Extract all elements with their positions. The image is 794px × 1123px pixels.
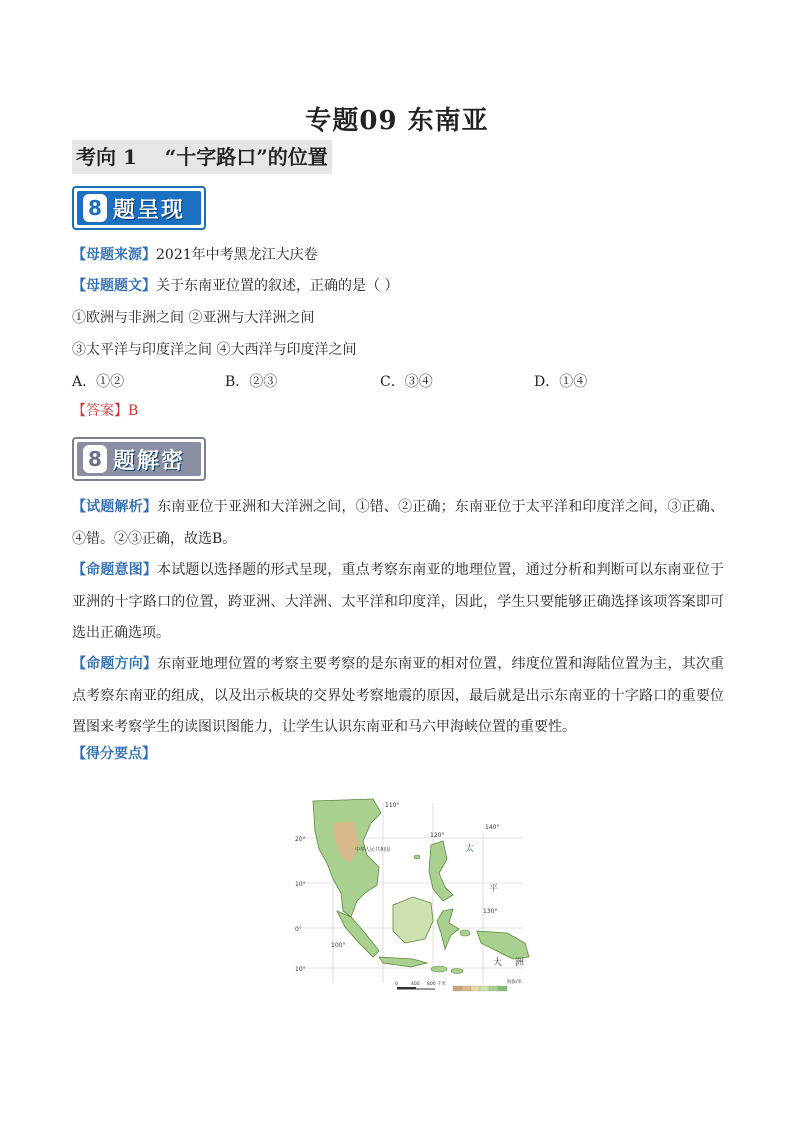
answer-line: 【答案】B [72,403,139,419]
lat-label: 10° [295,966,306,973]
svg-text:800 千米: 800 千米 [427,982,447,987]
lon-label: 130° [483,908,498,915]
source-line: 【母题来源】2021年中考黑龙江大庆卷 [72,247,318,263]
option-a: A．①② [72,374,125,390]
legend-swatch [471,986,480,991]
intent-paragraph: 【命题意图】本试题以选择题的形式呈现，重点考察东南亚的地理位置，通过分析和判断可以东南亚位于亚洲的十字路口的位置，跨亚洲、大洋洲、太平洋和印度洋，因此，学生只要能够正确选择该项答案即可选出正确选项。 [72,562,725,641]
lon-label: 110° [385,802,400,809]
southeast-asia-map [293,793,533,1001]
figure-eight-icon: 8 [83,194,107,222]
banner-text: 题呈现 [113,197,186,223]
question-banner [72,186,206,230]
lat-label: 0° [295,926,302,933]
analysis-paragraph: 【试题解析】东南亚位于亚洲和大洋洲之间，①错、②正确；东南亚位于太平洋和印度洋之间，③正确、④错。②③正确，故选B。 [72,499,725,547]
lon-label: 140° [485,824,500,831]
lat-label: 10° [295,881,306,888]
legend-swatch [453,986,462,991]
direction-paragraph: 【命题方向】东南亚地理位置的考察主要考察的是东南亚的相对位置，纬度位置和海陆位置为主，其次重点考察东南亚的组成，以及出示板块的交界处考察地震的原因，最后就是出示东南亚的十字路口的重要位置图来考察学生的读图识图能力，让学生认识东南亚和马六甲海峡位置的重要性。 [72,656,725,735]
lon-label: 100° [331,942,346,949]
option-c: C．③④ [380,374,433,390]
option-d: D．①④ [534,374,588,390]
legend-swatch [462,986,471,991]
map-svg [293,793,533,1001]
analysis-banner [72,437,206,481]
banner-text: 题解密 [113,448,186,474]
statement-1: ①欧洲与非洲之间 ②亚洲与大洋洲之间 [72,310,315,326]
keypoints-line: 【得分要点】 [72,746,156,762]
svg-text:0: 0 [395,982,398,987]
legend-swatch [498,986,507,991]
legend-swatch [480,986,489,991]
legend-swatch [489,986,498,991]
place-label: 太 [465,844,475,854]
place-label: 平 [489,884,499,894]
page-title: 专题09 东南亚 [305,106,489,136]
figure-eight-icon: 8 [83,445,107,473]
lon-label: 120° [430,832,445,839]
svg-text:400: 400 [411,982,420,987]
topic-heading: 考向 1 “十字路口”的位置 [72,140,332,174]
svg-text:海拔/米: 海拔/米 [507,980,523,985]
place-label: 中华人民共和国 [355,847,391,853]
lat-label: 20° [295,836,306,843]
question-line: 【母题题文】关于东南亚位置的叙述，正确的是（ ） [72,278,399,294]
place-label: 大 [493,958,503,968]
statement-2: ③太平洋与印度洋之间 ④大西洋与印度洋之间 [72,342,357,358]
option-b: B．②③ [225,374,278,390]
place-label: 洲 [515,958,525,968]
options-row [72,371,632,391]
